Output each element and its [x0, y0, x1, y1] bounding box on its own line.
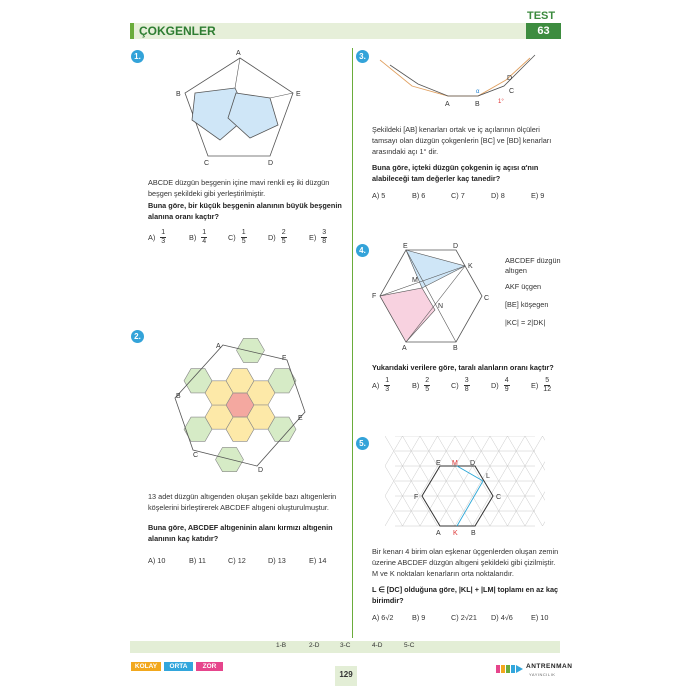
q4-option-c[interactable]: C) $\frac{3}{8}$	[451, 377, 469, 393]
answer-2: 2-D	[309, 642, 320, 649]
q2-option-a[interactable]: A) 10	[148, 556, 166, 565]
q4-options	[372, 377, 561, 394]
q4-label-d: D	[453, 243, 459, 250]
hexagon-cell	[216, 447, 244, 471]
header-accent	[130, 23, 134, 39]
q4-option-a[interactable]: A) $\frac{1}{3}$	[372, 377, 390, 393]
q1-option-c[interactable]: C) $\frac{1}{5}$	[228, 229, 246, 245]
q2-label-f: F	[282, 355, 287, 362]
q2-label-a: A	[216, 343, 221, 350]
q2-options	[148, 556, 349, 565]
q1-label-e: E	[296, 91, 301, 98]
q1-option-d[interactable]: D) $\frac{2}{5}$	[268, 229, 286, 245]
q4-option-e[interactable]: E) $\frac{5}{12}$	[531, 377, 552, 393]
q1-label-b: B	[176, 91, 181, 98]
question-1-number: 1.	[131, 50, 144, 63]
q2-label-c: C	[193, 452, 199, 459]
q1-text: ABCDE düzgün beşgenin içine mavi renkli eş iki düzgün beşgen şekildeki gibi yerleştirilmiştir.	[148, 178, 330, 198]
q5-question: L ∈ [DC] olduğuna göre, |KL| + |LM| toplamı en az kaç birimdir?	[372, 585, 559, 605]
q2-label-e: E	[298, 415, 303, 422]
q4-option-d[interactable]: D) $\frac{4}{9}$	[491, 377, 509, 393]
q5-label-c: C	[496, 494, 502, 501]
answer-1: 1-B	[276, 642, 287, 649]
q4-label-e: E	[403, 243, 408, 250]
q5-label-l: L	[486, 473, 490, 480]
q5-label-d: D	[470, 460, 476, 467]
q1-question: Buna göre, bir küçük beşgenin alanının büyük beşgenin alanına oranı kaçtır?	[148, 201, 342, 221]
level-medium-badge: ORTA	[164, 662, 193, 671]
q3-text: Şekildeki [AB] kenarları ortak ve iç açılarının ölçüleri tamsayı olan düzgün çokgenlerin [BC] ve [BD] kenarları arasındaki açı 1° dir.	[372, 125, 552, 156]
question-5-number: 5.	[356, 437, 369, 450]
q3-label-b: B	[475, 101, 480, 108]
q1-label-c: C	[204, 160, 210, 167]
q2-option-e[interactable]: E) 14	[309, 556, 327, 565]
q3-option-e[interactable]: E) 9	[531, 191, 545, 200]
q3-label-d: D	[507, 75, 513, 82]
publisher-subtitle: YAYINCILIK	[529, 672, 556, 677]
q2-label-d: D	[258, 467, 264, 474]
hexagon-cell	[237, 338, 265, 362]
q4-label-c: C	[484, 295, 490, 302]
q5-text: Bir kenarı 4 birim olan eşkenar üçgenlerden oluşan zemin üzerine ABCDEF düzgün altıgeni şekildeki gibi çizilmiştir. M ve K noktaları kenarların orta noktalarıdır.	[372, 547, 559, 578]
q2-label-b: B	[176, 393, 181, 400]
test-label: TEST	[527, 10, 556, 22]
q2-option-d[interactable]: D) 13	[268, 556, 286, 565]
q4-question: Yukarıdaki verilere göre, taralı alanların oranı kaçtır?	[372, 363, 554, 372]
answer-5: 5-C	[404, 642, 415, 649]
q3-option-a[interactable]: A) 5	[372, 191, 386, 200]
q2-text: 13 adet düzgün altıgenden oluşan şekilde bazı altıgenlerin köşelerini birleştirerek ABCDEF altıgeni oluşturulmuştur.	[148, 492, 337, 512]
publisher-name: ANTRENMAN	[526, 663, 573, 670]
q5-label-b: B	[471, 530, 476, 536]
q1-option-b[interactable]: B) $\frac{1}{4}$	[189, 229, 207, 245]
q4-hexagon-figure	[370, 240, 495, 350]
q1-pentagon-figure	[170, 48, 315, 168]
q4-label-a: A	[402, 345, 407, 350]
q5-triangle-grid-figure	[385, 436, 545, 536]
q3-label-one-degree: 1°	[498, 99, 504, 105]
q5-option-e[interactable]: E) 10	[531, 613, 549, 622]
q1-label-a: A	[236, 50, 241, 57]
q5-label-m: M	[452, 460, 458, 467]
q4-label-n: N	[438, 303, 444, 310]
q4-label-f: F	[372, 293, 377, 300]
page-title: ÇOKGENLER	[139, 24, 216, 38]
q2-hexagon-grid-figure	[165, 330, 315, 480]
q5-option-b[interactable]: B) 9	[412, 613, 426, 622]
q4-label-b: B	[453, 345, 458, 350]
q4-note-2: AKF üçgen	[505, 282, 542, 291]
q4-option-b[interactable]: B) $\frac{2}{5}$	[412, 377, 430, 393]
q2-option-b[interactable]: B) 11	[189, 556, 206, 565]
q5-label-k: K	[453, 530, 458, 536]
q5-label-e: E	[436, 460, 441, 467]
q3-label-alpha: α	[476, 89, 480, 95]
q4-label-m: M	[412, 277, 418, 284]
test-number: 63	[526, 23, 561, 39]
q3-option-c[interactable]: C) 7	[451, 191, 465, 200]
q5-label-a: A	[436, 530, 441, 536]
page-number: 129	[339, 670, 353, 679]
q3-label-a: A	[445, 101, 450, 108]
q4-label-k: K	[468, 263, 473, 270]
q1-label-d: D	[268, 160, 274, 167]
q3-option-b[interactable]: B) 6	[412, 191, 426, 200]
q3-polygon-figure	[370, 50, 555, 110]
grid-line	[543, 436, 546, 526]
publisher-logo-icon	[496, 662, 524, 676]
q1-options	[148, 229, 349, 246]
level-hard-badge: ZOR	[196, 662, 223, 671]
question-2-number: 2.	[131, 330, 144, 343]
q4-note-1: ABCDEF düzgün altıgen	[505, 256, 561, 275]
q1-option-a[interactable]: A) $\frac{1}{3}$	[148, 229, 166, 245]
level-easy-badge: KOLAY	[131, 662, 161, 671]
answer-4: 4-D	[372, 642, 383, 649]
q3-question: Buna göre, içteki düzgün çokgenin iç açısı α'nın alabileceği tam değerler kaç tanedir?	[372, 163, 539, 183]
column-divider	[352, 48, 353, 638]
question-3-number: 3.	[356, 50, 369, 63]
q5-label-f: F	[414, 494, 419, 501]
q5-option-c[interactable]: C) 2√21	[451, 613, 477, 622]
q3-label-c: C	[509, 88, 515, 95]
q4-note-3: [BE] köşegen	[505, 300, 549, 309]
answer-3: 3-C	[340, 642, 351, 649]
q3-options	[372, 191, 561, 200]
q5-option-a[interactable]: A) 6√2	[372, 613, 394, 622]
grid-line	[543, 436, 546, 526]
q5-option-d[interactable]: D) 4√6	[491, 613, 513, 622]
q3-option-d[interactable]: D) 8	[491, 191, 505, 200]
q1-option-e[interactable]: E) $\frac{3}{8}$	[309, 229, 327, 245]
q2-option-c[interactable]: C) 12	[228, 556, 246, 565]
q2-question: Buna göre, ABCDEF altıgeninin alanı kırmızı altıgenin alanının kaç katıdır?	[148, 523, 333, 543]
q5-options	[372, 613, 561, 622]
question-4-number: 4.	[356, 244, 369, 257]
q4-note-4: |KC| = 2|DK|	[505, 318, 546, 327]
q4-side-notes	[505, 256, 565, 328]
